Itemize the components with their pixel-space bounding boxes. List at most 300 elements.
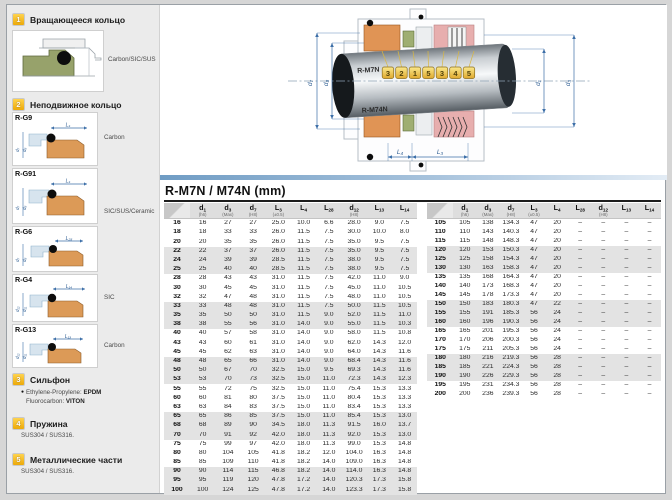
table-cell: – <box>624 292 629 299</box>
variant-name: R-G13 <box>15 325 37 334</box>
table-cell: 50 <box>249 312 257 319</box>
table-cell: 66 <box>249 358 257 364</box>
table-cell: 30.0 <box>347 229 361 236</box>
table-cell: – <box>578 274 583 281</box>
table-cell: 14.8 <box>397 449 412 456</box>
table-cell: 11.5 <box>372 330 386 337</box>
part-number-badge: 3 <box>12 373 25 386</box>
table-cell: 10.3 <box>397 321 412 328</box>
table-cell: 15.3 <box>372 394 386 401</box>
table-cell: 196 <box>482 319 494 326</box>
table-cell: 45 <box>249 284 257 291</box>
table-cell: – <box>578 301 583 308</box>
table-cell: 47 <box>530 220 538 227</box>
sidebar-item-stationary-ring <box>12 98 122 111</box>
table-cell: 14.3 <box>372 358 386 364</box>
row-size-label: 130 <box>434 265 446 272</box>
table-cell: 17.2 <box>296 486 311 493</box>
table-cell: – <box>624 373 629 380</box>
table-row <box>164 219 417 228</box>
table-cell: 56 <box>530 319 538 326</box>
table-cell: 28.5 <box>271 266 285 273</box>
table-cell: 11.3 <box>322 431 336 438</box>
table-cell: 201 <box>482 328 494 335</box>
row-size-label: 100 <box>171 486 183 493</box>
table-cell: 120 <box>247 477 259 484</box>
table-cell: 35 <box>224 238 232 245</box>
table-row <box>164 274 417 283</box>
content-panel <box>6 4 666 494</box>
dim-label: d₁₂ <box>15 353 20 359</box>
row-size-label: 63 <box>173 403 181 410</box>
variant-name: R-G9 <box>15 113 33 122</box>
table-cell: 48.0 <box>347 293 361 300</box>
table-cell: 60 <box>198 394 207 401</box>
row-size-label: 50 <box>173 367 181 374</box>
table-cell: 22 <box>198 247 207 254</box>
table-cell: 10.5 <box>397 302 412 309</box>
table-cell: 69.3 <box>347 367 361 374</box>
table-cell: 125 <box>247 486 259 493</box>
table-cell: 105 <box>459 220 471 227</box>
table-cell: 75 <box>249 385 257 392</box>
dim-label: d₇ <box>15 205 20 210</box>
table-cell: 110 <box>459 229 471 236</box>
table-cell: – <box>601 256 606 263</box>
table-cell: 153 <box>482 247 494 254</box>
table-cell: 63 <box>249 348 257 355</box>
table-cell: 15.3 <box>372 440 386 447</box>
seat-diagram <box>15 122 95 162</box>
table-cell: 95 <box>198 477 207 484</box>
table-cell: 104 <box>222 449 234 456</box>
table-cell: 183 <box>482 301 494 308</box>
column-header: $L_{13}$ <box>374 203 385 213</box>
row-size-label: 32 <box>173 293 181 300</box>
table-cell: – <box>624 274 629 281</box>
table-cell: – <box>578 238 583 245</box>
table-cell: 143 <box>482 229 494 236</box>
table-row <box>164 228 417 237</box>
row-size-label: 125 <box>434 256 446 263</box>
table-cell: 14.0 <box>322 468 336 475</box>
table-cell: 11.5 <box>372 321 386 328</box>
table-cell: – <box>578 364 583 371</box>
dim-label: d₇ <box>15 147 20 152</box>
row-size-label: 190 <box>434 373 446 380</box>
table-cell: 239.3 <box>502 391 520 398</box>
bellows-material-line: Fluorocarbon: VITON <box>26 398 85 405</box>
table-cell: 47 <box>224 293 232 300</box>
row-size-label: 135 <box>434 274 446 281</box>
table-cell: 47 <box>530 265 538 272</box>
table-cell: 219.3 <box>502 355 520 362</box>
table-cell: 48 <box>249 302 257 309</box>
table-cell: 14.8 <box>397 459 412 466</box>
table-cell: 200.3 <box>502 337 520 344</box>
table-cell: 99 <box>224 440 232 447</box>
table-row <box>164 357 417 366</box>
table-row <box>164 412 417 421</box>
table-cell: 155 <box>459 310 471 317</box>
table-cell: 11.3 <box>322 422 336 429</box>
table-cell: – <box>578 220 583 227</box>
table-cell: 11.6 <box>398 367 411 374</box>
table-cell: 72 <box>224 385 232 392</box>
table-cell: 14.0 <box>296 339 311 346</box>
table-cell: 47 <box>530 238 538 245</box>
balloon-number: 1 <box>412 68 418 78</box>
table-cell: 15.0 <box>296 413 311 420</box>
table-cell: 110 <box>247 459 259 466</box>
row-size-label: 25 <box>173 266 181 273</box>
part-number-badge: 4 <box>12 417 25 430</box>
variant-r-g6 <box>12 226 158 272</box>
material-label: Carbon/SIC/SUS <box>108 56 156 63</box>
table-cell: 12.3 <box>397 376 412 383</box>
table-cell: 16.3 <box>372 459 386 466</box>
part-number-badge: 5 <box>12 453 25 466</box>
table-cell: 15.8 <box>397 477 412 484</box>
dim-label: L₄ <box>65 122 71 129</box>
variant-r-g4 <box>12 274 158 322</box>
table-cell: 16.3 <box>372 449 386 456</box>
table-cell: 9.5 <box>374 266 385 273</box>
part-balloons <box>382 67 475 79</box>
table-cell: 26.0 <box>271 229 285 236</box>
metal-material-line: SUS304 / SUS316. <box>21 468 74 475</box>
table-row <box>427 228 661 237</box>
row-size-label: 200 <box>434 391 446 398</box>
table-cell: – <box>601 238 606 245</box>
table-cell: 70 <box>224 376 232 383</box>
dim-label: d₈ <box>22 205 27 210</box>
table-cell: 89 <box>224 422 232 429</box>
table-cell: 11.6 <box>398 348 411 355</box>
table-cell: 24 <box>553 319 561 326</box>
table-row <box>164 384 417 393</box>
table-cell: 7.5 <box>324 284 334 291</box>
table-cell: 205.3 <box>502 346 520 353</box>
table-cell: 173.3 <box>502 292 520 299</box>
table-cell: 47 <box>530 301 538 308</box>
row-size-label: 180 <box>434 355 446 362</box>
table-header-row <box>164 203 417 219</box>
variant-name: R-G4 <box>15 275 33 284</box>
column-header: $d_7$ (H8) <box>506 203 516 217</box>
table-cell: 84 <box>224 403 232 410</box>
table-cell: 85.4 <box>347 413 361 420</box>
table-cell: 114 <box>222 468 234 475</box>
row-size-label: 185 <box>434 364 446 371</box>
header-corner <box>427 203 453 218</box>
parts-sidebar <box>7 5 160 493</box>
table-cell: 11.5 <box>297 229 310 236</box>
column-header: $L_4$ <box>300 203 308 213</box>
table-cell: 30 <box>198 284 207 291</box>
table-cell: – <box>601 373 606 380</box>
table-cell: 68 <box>198 422 207 429</box>
table-cell: 55.0 <box>347 321 361 328</box>
table-cell: 55 <box>198 385 207 392</box>
table-row <box>164 302 417 311</box>
bullet-icon: ● <box>21 389 25 395</box>
table-cell: 14.3 <box>372 348 386 355</box>
table-cell: – <box>578 247 583 254</box>
row-size-label: 20 <box>173 238 181 245</box>
table-cell: 17.3 <box>372 477 386 484</box>
table-cell: 168 <box>482 274 494 281</box>
table-cell: 24 <box>553 328 561 335</box>
table-cell: – <box>647 364 652 371</box>
table-cell: 20 <box>553 283 561 290</box>
table-cell: – <box>601 391 606 398</box>
balloon-number: 5 <box>426 68 431 78</box>
table-cell: 226 <box>482 373 494 380</box>
table-cell: – <box>601 292 606 299</box>
table-cell: 37 <box>224 247 232 254</box>
table-cell: 150.3 <box>502 247 520 254</box>
table-cell: 24 <box>198 256 207 263</box>
table-cell: 33 <box>249 229 257 236</box>
table-cell: 91.5 <box>347 422 361 429</box>
table-cell: 134.3 <box>502 220 520 227</box>
dim-label: d₁₂ <box>15 306 20 312</box>
table-row <box>427 219 661 228</box>
table-cell: 9.0 <box>324 321 334 328</box>
part-number-badge: 1 <box>12 13 25 26</box>
table-cell: 109.0 <box>345 459 363 466</box>
table-row <box>164 348 417 357</box>
table-cell: – <box>601 283 606 290</box>
table-cell: 97 <box>249 440 257 447</box>
row-size-label: 150 <box>434 301 446 308</box>
spring-material-line: SUS304 / SUS316. <box>21 432 74 439</box>
table-cell: 14.0 <box>322 459 336 466</box>
row-size-label: 105 <box>434 220 446 227</box>
table-cell: 11.5 <box>297 266 310 273</box>
svg-text:L₃: L₃ <box>436 149 444 156</box>
table-cell: 14.0 <box>296 358 311 364</box>
table-cell: 9.0 <box>324 358 334 364</box>
table-cell: – <box>624 346 629 353</box>
table-cell: 211 <box>482 346 494 353</box>
table-cell: 56 <box>530 373 538 380</box>
row-size-label: 48 <box>173 358 181 364</box>
table-cell: 163 <box>482 265 494 272</box>
table-cell: 31.0 <box>271 284 285 291</box>
table-cell: – <box>578 355 583 362</box>
table-cell: 200 <box>459 391 471 398</box>
row-size-label: 16 <box>173 220 181 227</box>
table-cell: – <box>647 328 652 335</box>
table-cell: 56 <box>530 337 538 344</box>
table-cell: 35.0 <box>347 247 361 254</box>
table-cell: 13.3 <box>397 403 412 410</box>
table-cell: 173 <box>482 283 494 290</box>
table-cell: 14.0 <box>296 321 311 328</box>
table-cell: 85 <box>249 413 257 420</box>
dim-label: d₁₁ <box>22 353 27 359</box>
table-row <box>427 291 661 300</box>
table-cell: 13.0 <box>397 431 412 438</box>
table-cell: 11.5 <box>297 238 310 245</box>
table-cell: – <box>624 238 629 245</box>
table-cell: – <box>624 229 629 236</box>
table-cell: 10.0 <box>372 229 386 236</box>
table-cell: – <box>601 328 606 335</box>
table-cell: 11.5 <box>297 302 310 309</box>
table-cell: – <box>578 328 583 335</box>
table-cell: 138 <box>482 220 494 227</box>
table-cell: 11.0 <box>322 413 336 420</box>
table-cell: 48 <box>198 358 207 364</box>
table-cell: – <box>624 364 629 371</box>
column-header: $d_{12}$ (H8) <box>349 203 359 217</box>
table-row <box>164 320 417 329</box>
svg-text:d₇: d₇ <box>307 80 314 86</box>
table-cell: 170 <box>459 337 471 344</box>
table-cell: – <box>647 382 652 389</box>
table-row <box>164 293 417 302</box>
seat-diagram <box>15 236 95 270</box>
table-cell: 9.0 <box>324 339 334 346</box>
part-title: Металлические части <box>30 454 123 465</box>
table-cell: 140 <box>459 283 471 290</box>
table-cell: 11.5 <box>372 302 386 309</box>
table-row <box>164 366 417 375</box>
dim-label: L₄ <box>65 178 71 185</box>
row-size-label: 55 <box>173 385 181 392</box>
table-cell: 33 <box>198 302 207 309</box>
table-row <box>427 381 661 390</box>
table-cell: 168.3 <box>502 283 520 290</box>
table-row <box>164 403 417 412</box>
table-cell: – <box>578 292 583 299</box>
table-cell: 7.5 <box>324 293 334 300</box>
table-cell: – <box>647 283 652 290</box>
table-cell: 40 <box>198 330 207 337</box>
table-cell: 105 <box>247 449 259 456</box>
table-row <box>164 421 417 430</box>
table-cell: – <box>647 346 652 353</box>
table-cell: 16.3 <box>372 468 386 475</box>
row-size-label: 40 <box>173 330 181 337</box>
table-cell: 28 <box>553 382 561 389</box>
sidebar-item-metal-parts <box>12 453 122 466</box>
table-cell: 42.0 <box>347 275 361 282</box>
table-cell: 104.0 <box>345 449 363 456</box>
table-cell: 14.8 <box>397 440 412 447</box>
table-cell: 50 <box>224 312 232 319</box>
table-cell: 31.0 <box>271 358 285 364</box>
table-cell: 47 <box>530 247 538 254</box>
column-header: $d_{12}$ (H8) <box>598 203 609 217</box>
table-cell: 20 <box>553 265 561 272</box>
table-cell: 11.0 <box>372 284 386 291</box>
table-cell: 190 <box>459 373 471 380</box>
table-cell: 140.3 <box>502 229 520 236</box>
table-cell: – <box>647 373 652 380</box>
table-cell: 14.0 <box>296 348 311 355</box>
table-cell: 31.0 <box>271 302 285 309</box>
table-cell: – <box>624 301 629 308</box>
table-cell: 26.0 <box>271 238 285 245</box>
table-cell: 158 <box>482 256 494 263</box>
column-header: $d_7$ (H8) <box>248 203 258 217</box>
table-cell: 18.0 <box>296 440 311 447</box>
table-cell: 18.0 <box>296 422 311 429</box>
table-cell: 41.8 <box>271 459 285 466</box>
table-cell: – <box>647 274 652 281</box>
table-cell: 154.3 <box>502 256 520 263</box>
table-cell: 28 <box>553 373 561 380</box>
part-title: Вращающееся кольцо <box>30 14 126 25</box>
table-row <box>427 336 661 345</box>
table-row <box>427 318 661 327</box>
table-cell: 16.0 <box>372 422 386 429</box>
table-cell: 10.5 <box>397 284 412 291</box>
row-size-label: 170 <box>434 337 446 344</box>
balloon-number: 3 <box>439 68 445 78</box>
table-cell: – <box>647 247 652 254</box>
table-cell: 15.0 <box>296 394 311 401</box>
table-cell: 7.5 <box>324 266 334 273</box>
table-cell: 38.0 <box>347 256 361 263</box>
table-cell: 68.4 <box>347 358 361 364</box>
table-cell: 9.0 <box>399 275 410 282</box>
table-cell: – <box>578 229 583 236</box>
table-cell: – <box>578 382 583 389</box>
row-size-label: 90 <box>173 468 181 475</box>
table-cell: 9.0 <box>324 330 334 337</box>
table-cell: 86 <box>224 413 232 420</box>
table-cell: 185 <box>459 364 471 371</box>
table-cell: 99.0 <box>347 440 361 447</box>
bellows-material-line: ● Ethylene-Propylene: EPDM <box>21 389 102 396</box>
table-cell: – <box>647 301 652 308</box>
table-cell: 24 <box>553 310 561 317</box>
part-number-badge: 2 <box>12 98 25 111</box>
table-cell: – <box>578 310 583 317</box>
table-cell: 14.8 <box>397 468 412 475</box>
row-size-label: 53 <box>173 376 181 383</box>
table-cell: 20 <box>553 238 561 245</box>
table-cell: – <box>601 301 606 308</box>
table-cell: 20 <box>553 247 561 254</box>
row-size-label: 22 <box>173 247 181 254</box>
table-cell: 48 <box>249 293 257 300</box>
table-row <box>164 430 417 439</box>
row-size-label: 18 <box>173 229 181 236</box>
table-cell: – <box>647 355 652 362</box>
seal-cross-section-drawing <box>160 5 667 175</box>
table-cell: 15.8 <box>397 486 412 493</box>
table-cell: 14.3 <box>372 376 386 383</box>
table-cell: 38 <box>198 321 207 328</box>
table-cell: – <box>601 229 606 236</box>
column-header: $L_{14}$ <box>644 203 655 213</box>
table-cell: 15.3 <box>372 385 386 392</box>
row-size-label: 155 <box>434 310 446 317</box>
table-cell: 33 <box>224 229 232 236</box>
column-header: $d_1$ (h6) <box>198 203 207 217</box>
table-row <box>427 390 661 399</box>
table-cell: 39 <box>224 256 232 263</box>
row-size-label: 24 <box>173 256 181 263</box>
table-cell: 16 <box>198 220 207 227</box>
row-size-label: 110 <box>434 229 446 236</box>
